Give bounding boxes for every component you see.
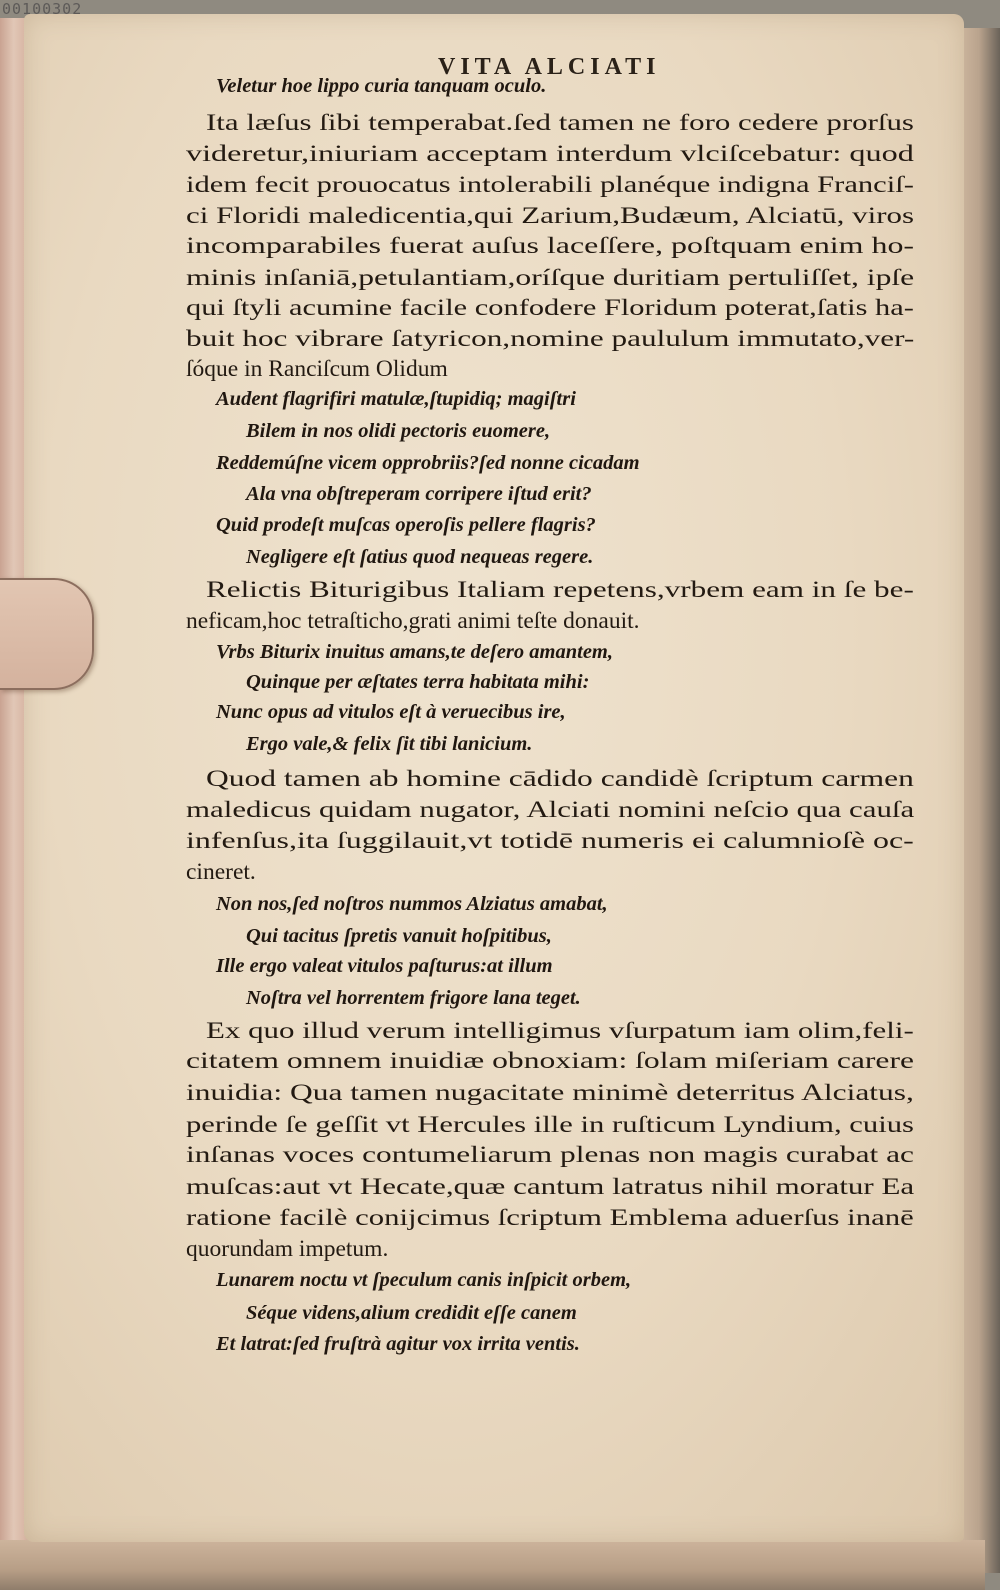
prose-line: inuidia: Qua tamen nugacitate minimè deterritus Alciatus, <box>186 1080 914 1106</box>
verse-line: Vrbs Biturix inuitus amans,te deſero amantem, <box>216 641 613 663</box>
prose-line: minis inſaniā,petulantiam,oríſque duritiam pertuliſſet, ipſe <box>186 265 915 291</box>
prose-line: qui ſtyli acumine facile confodere Floridum poterat,ſatis ha- <box>186 295 914 321</box>
prose-line: Relictis Biturigibus Italiam repetens,vrbem eam in ſe be- <box>206 577 914 603</box>
prose-line: idem fecit prouocatus intolerabili planéque indigna Franciſ- <box>186 172 914 198</box>
page-edges-right <box>958 28 1000 1573</box>
verse-line: Veletur hoe lippo curia tanquam oculo. <box>216 75 547 97</box>
prose-line: cineret. <box>186 859 256 885</box>
page-edges-bottom <box>0 1540 985 1590</box>
verse-line: Non nos,ſed noſtros nummos Alziatus amabat, <box>216 893 608 915</box>
prose-line: ci Floridi maledicentia,qui Zarium,Budæum, Alciatū, viros <box>186 203 915 229</box>
verse-line: Et latrat:ſed fruſtrà agitur vox irrita ventis. <box>216 1333 580 1355</box>
verse-line: Reddemúſne vicem opprobriis?ſed nonne cicadam <box>216 452 640 474</box>
prose-line: Ita læſus ſibi temperabat.ſed tamen ne foro cedere prorſus <box>206 110 914 136</box>
verse-line: Séque videns,alium credidit eſſe canem <box>246 1302 577 1324</box>
prose-line: buit hoc vibrare ſatyricon,nomine paululum immutato,ver- <box>186 326 915 352</box>
verse-line: Lunarem noctu vt ſpeculum canis inſpicit orbem, <box>216 1269 632 1291</box>
prose-line: neficam,hoc tetraſticho,grati animi teſte donauit. <box>186 608 640 634</box>
catalog-mark: 00100302 <box>2 0 83 18</box>
verse-line: Quid prodeſt muſcas operoſis pellere flagris? <box>216 514 596 536</box>
verse-line: Noſtra vel horrentem frigore lana teget. <box>246 987 581 1009</box>
book-page <box>24 14 964 1542</box>
prose-line: muſcas:aut vt Hecate,quæ cantum latratus nihil moratur Ea <box>186 1174 915 1200</box>
prose-line: ſóque in Ranciſcum Olidum <box>186 356 448 382</box>
prose-line: citatem omnem inuidiæ obnoxiam: ſolam miſeriam carere <box>186 1048 914 1074</box>
prose-line: perinde ſe geſſit vt Hercules ille in ruſticum Lyndium, cuius <box>186 1112 914 1138</box>
verse-line: Nunc opus ad vitulos eſt à veruecibus ire, <box>216 701 566 723</box>
verse-line: Negligere eſt ſatius quod nequeas regere. <box>246 546 594 568</box>
verse-line: Ille ergo valeat vitulos paſturus:at illum <box>216 955 553 977</box>
prose-line: Ex quo illud verum intelligimus vſurpatum iam olim,feli- <box>206 1018 914 1044</box>
prose-line: incomparabiles fuerat auſus laceſſere, poſtquam enim ho- <box>186 233 915 259</box>
verse-line: Audent flagrifiri matulæ,ſtupidiq; magiſtri <box>216 388 576 410</box>
prose-line: infenſus,ita ſuggilauit,vt totidē numeris ei calumnioſè oc- <box>186 828 914 854</box>
page-clip-tab <box>0 578 94 690</box>
prose-line: inſanas voces contumeliarum plenas non magis curabat ac <box>186 1142 914 1168</box>
verse-line: Quinque per æſtates terra habitata mihi: <box>246 671 590 693</box>
prose-line: maledicus quidam nugator, Alciati nomini neſcio qua cauſa <box>186 797 915 823</box>
verse-line: Bilem in nos olidi pectoris euomere, <box>246 420 551 442</box>
prose-line: ratione facilè conijcimus ſcriptum Emblema aduerſus inanē <box>186 1205 914 1231</box>
running-head: VITA ALCIATI <box>438 54 661 80</box>
prose-line: videretur,iniuriam acceptam interdum vlciſcebatur: quod <box>186 141 914 167</box>
prose-line: Quod tamen ab homine cādido candidè ſcriptum carmen <box>206 766 914 792</box>
verse-line: Ergo vale,& felix ſit tibi lanicium. <box>246 733 533 755</box>
verse-line: Ala vna obſtreperam corripere iſtud erit? <box>246 483 592 505</box>
verse-line: Qui tacitus ſpretis vanuit hoſpitibus, <box>246 925 552 947</box>
prose-line: quorundam impetum. <box>186 1236 389 1262</box>
